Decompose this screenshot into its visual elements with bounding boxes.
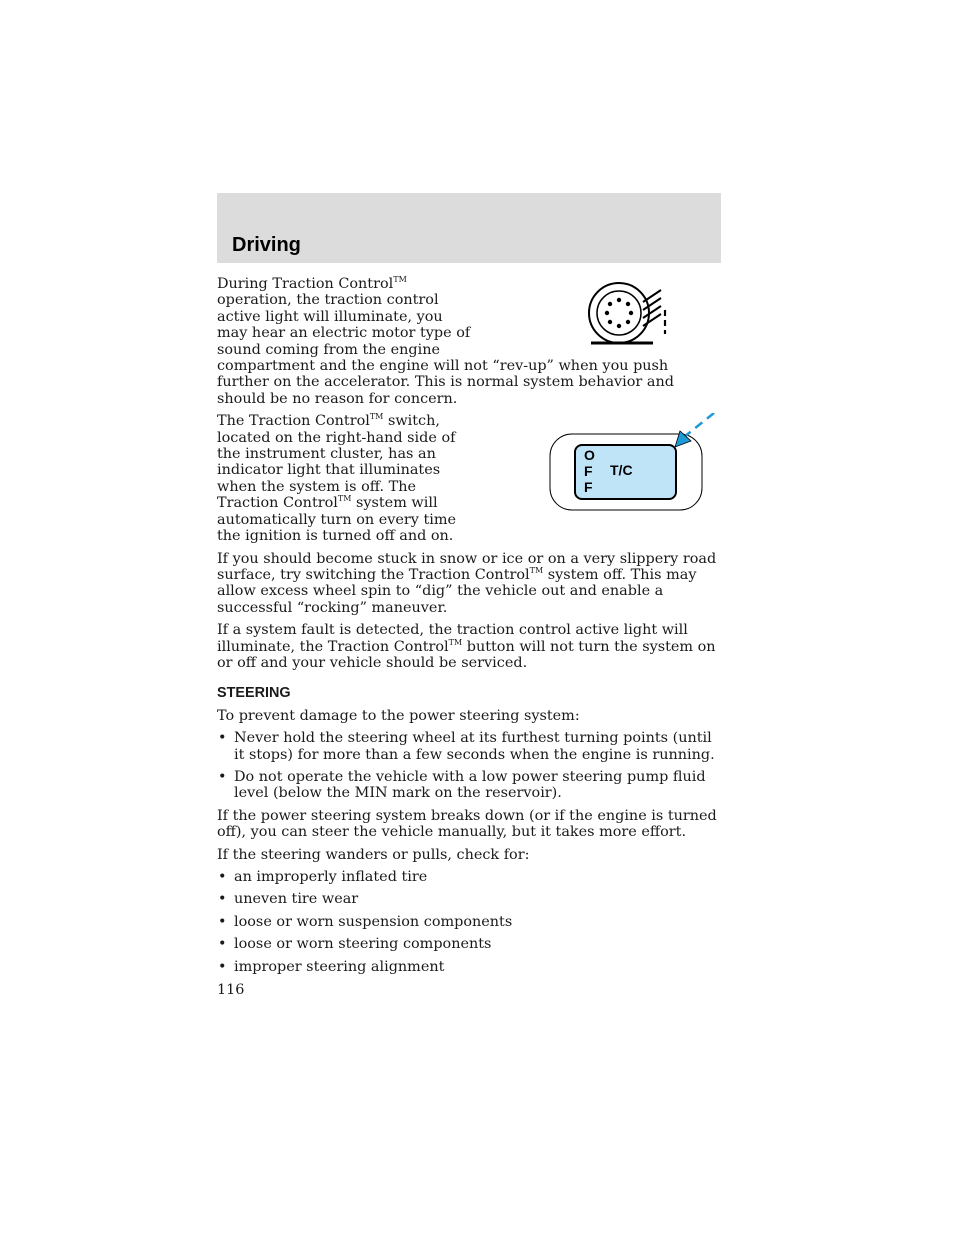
list-item: • Do not operate the vehicle with a low power steering pump fluid level (below the MIN mark on the reservoir). <box>217 769 721 802</box>
traction-control-light-figure <box>481 276 721 356</box>
paragraph-system-fault: If a system fault is detected, the traction control active light will illuminate, the Traction Control™ button will not turn the system on or off and your vehicle should be serviced. <box>217 622 716 671</box>
paragraph-stuck-in-snow: If you should become stuck in snow or ice or on a very slippery road surface, try switching the Traction Control™ system off. This may allow excess wheel spin to “dig” the vehicle out and enable a successful “rocking” maneuver. <box>217 550 717 616</box>
steering-warnings-list <box>217 730 721 802</box>
switch-off-o: O <box>584 447 595 464</box>
page-content <box>217 276 721 981</box>
indicator-arrow-line <box>684 413 714 437</box>
steering-breakdown-paragraph: If the power steering system breaks down (or if the engine is turned off), you can steer the vehicle manually, but it takes more effort. <box>217 807 717 841</box>
paragraph-traction-operation: During Traction Control™ operation, the traction control active light will illuminate, you may hear an electric motor type of sound coming from the engine compartment and the engine will not “rev-up” when you push further on the accelerator. This is normal system behavior and should be no reason for concern. <box>217 275 674 407</box>
paragraph-traction-switch: The Traction Control™ switch, located on the right-hand side of the instrument cluster, has an indicator light that illuminates when the system is off. The Traction Control™ system will automatically turn on every time the ignition is turned off and on. <box>217 412 457 545</box>
traction-control-active-icon <box>481 276 721 356</box>
steering-check-list <box>217 869 721 975</box>
steering-check-intro: If the steering wanders or pulls, check for: <box>217 846 530 863</box>
page-number: 116 <box>217 982 245 998</box>
traction-control-switch-figure <box>481 413 721 541</box>
list-item: • an improperly inflated tire <box>217 869 721 885</box>
list-item: • Never hold the steering wheel at its furthest turning points (until it stops) for more than a few seconds when the engine is running. <box>217 730 721 763</box>
switch-off-f1: F <box>584 463 593 480</box>
section-title: Driving <box>232 234 301 256</box>
trademark-mark: TM <box>393 275 407 285</box>
switch-tc-label: T/C <box>610 462 633 479</box>
steering-heading: STEERING <box>217 685 291 702</box>
list-item: • improper steering alignment <box>217 959 721 975</box>
section-header <box>217 193 721 263</box>
tc-off-switch-icon <box>481 413 721 541</box>
switch-off-f2: F <box>584 479 593 496</box>
list-item: • uneven tire wear <box>217 891 721 907</box>
steering-intro: To prevent damage to the power steering system: <box>217 707 580 724</box>
list-item: • loose or worn suspension components <box>217 914 721 930</box>
list-item: • loose or worn steering components <box>217 936 721 952</box>
